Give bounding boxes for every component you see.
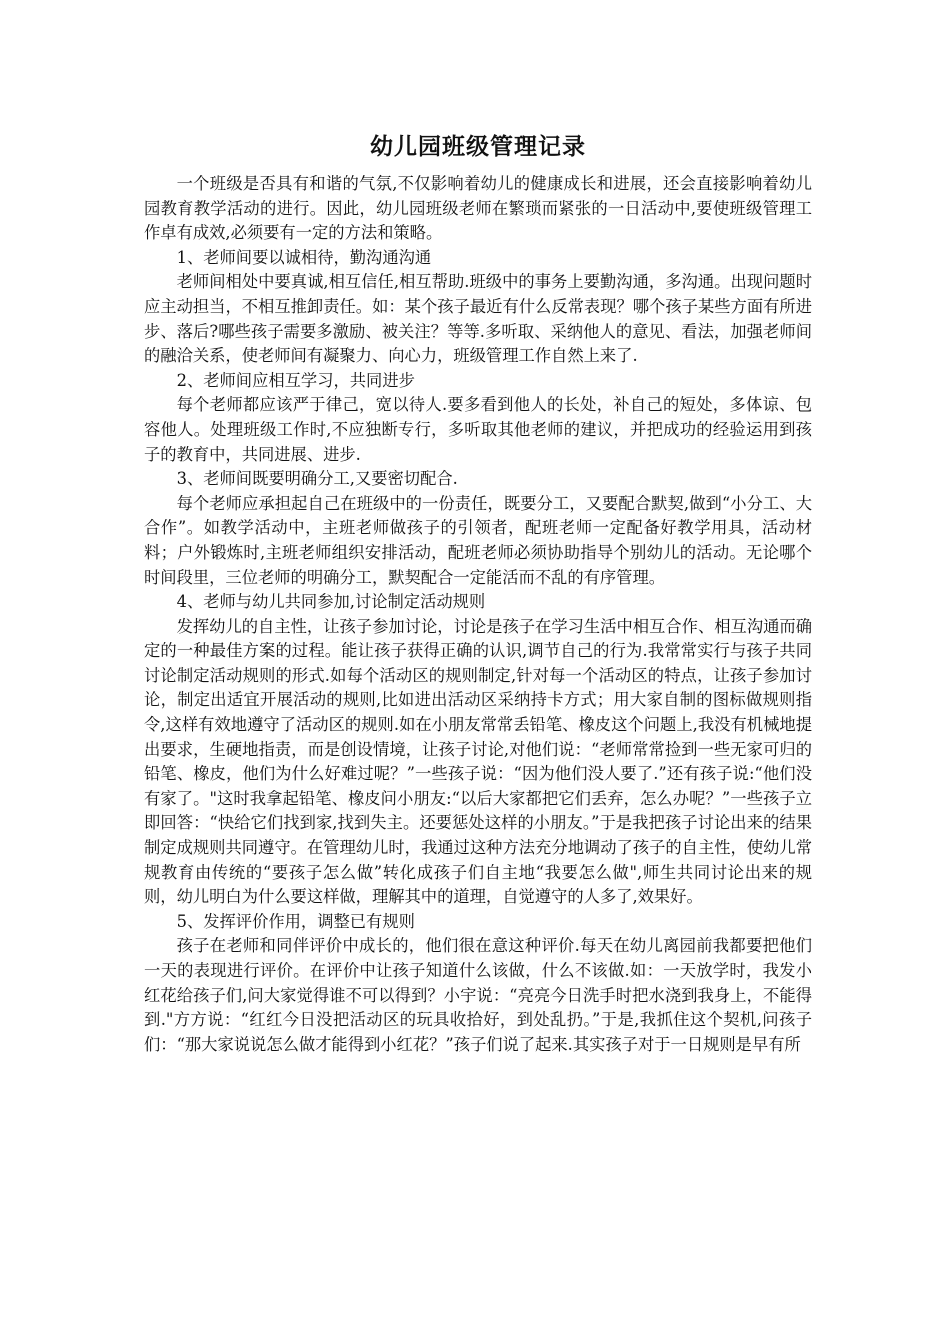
section-4-heading: 4、老师与幼儿共同参加,讨论制定活动规则 — [176, 592, 486, 612]
section-2-heading: 2、老师间应相互学习，共同进步 — [176, 370, 415, 390]
section-3-paragraph: 每个老师应承担起自己在班级中的一份责任，既要分工，又要配合默契,做到“小分工、大合作”。如教学活动中，主班老师做孩子的引领者，配班老师一定配备好教学用具，活动材料；户外锻炼时,主班老师组织安排活动，配班老师必须协助指导个别幼儿的活动。无论哪个时间段里，三位老师的明确分工，默契配合一定能活而不乱的有序管理。 — [144, 493, 812, 587]
section-1-heading: 1、老师间要以诚相待，勤沟通沟通 — [176, 247, 432, 267]
section-3-heading: 3、老师间既要明确分工,又要密切配合. — [176, 469, 458, 489]
section-5-paragraph: 孩子在老师和同伴评价中成长的，他们很在意这种评价.每天在幼儿离园前我都要把他们一天的表现进行评价。在评价中让孩子知道什么该做，什么不该做.如：一天放学时，我发小红花给孩子们,问大家觉得谁不可以得到？小宇说：“亮亮今日洗手时把水浇到我身上，不能得到."方方说：“红红今日没把活动区的玩具收拾好，到处乱扔。”于是,我抓住这个契机,问孩子们：“那大家说说怎么做才能得到小红花？”孩子们说了起来.其实孩子对于一日规则是早有所 — [144, 936, 812, 1054]
document-page — [144, 130, 812, 1057]
section-4-paragraph: 发挥幼儿的自主性，让孩子参加讨论，讨论是孩子在学习生活中相互合作、相互沟通而确定的一种最佳方案的过程。能让孩子获得正确的认识,调节自己的行为.我常常实行与孩子共同讨论制定活动规则的形式.如每个活动区的规则制定,针对每一个活动区的特点，让孩子参加讨论，制定出适宜开展活动的规则,比如进出活动区采纳持卡方式；用大家自制的图标做规则指令,这样有效地遵守了活动区的规则.如在小朋友常常丢铅笔、橡皮这个问题上,我没有机械地提出要求，生硬地指责，而是创设情境，让孩子讨论,对他们说：“老师常常捡到一些无家可归的铅笔、橡皮，他们为什么好难过呢？”一些孩子说：“因为他们没人要了.”还有孩子说:“他们没有家了。"这时我拿起铅笔、橡皮问小朋友:“以后大家都把它们丢弃，怎么办呢？”一些孩子立即回答：“快给它们找到家,找到失主。还要惩处这样的小朋友。”于是我把孩子讨论出来的结果制定成规则共同遵守。在管理幼儿时，我通过这种方法充分地调动了孩子的自主性，使幼儿常规教育由传统的“要孩子怎么做”转化成孩子们自主地“我要怎么做",师生共同讨论出来的规则，幼儿明白为什么要这样做，理解其中的道理，自觉遵守的人多了,效果好。 — [144, 616, 812, 907]
section-5-heading: 5、发挥评价作用，调整已有规则 — [176, 911, 415, 931]
document-title: 幼儿园班级管理记录 — [370, 133, 586, 160]
section-2-paragraph: 每个老师都应该严于律己，宽以待人.要多看到他人的长处，补自己的短处，多体谅、包容他人。处理班级工作时,不应独断专行，多听取其他老师的建议，并把成功的经验运用到孩子的教育中，共同进展、进步. — [144, 395, 812, 464]
section-1-paragraph: 老师间相处中要真诚,相互信任,相互帮助.班级中的事务上要勤沟通，多沟通。出现问题时应主动担当，不相互推卸责任。如：某个孩子最近有什么反常表现？哪个孩子某些方面有所进步、落后?哪些孩子需要多激励、被关注？等等.多听取、采纳他人的意见、看法，加强老师间的融洽关系，使老师间有凝聚力、向心力，班级管理工作自然上来了. — [144, 272, 812, 366]
intro-paragraph: 一个班级是否具有和谐的气氛,不仅影响着幼儿的健康成长和进展，还会直接影响着幼儿园教育教学活动的进行。因此，幼儿园班级老师在繁琐而紧张的一日活动中,要使班级管理工作卓有成效,必须要有一定的方法和策略。 — [144, 174, 812, 243]
